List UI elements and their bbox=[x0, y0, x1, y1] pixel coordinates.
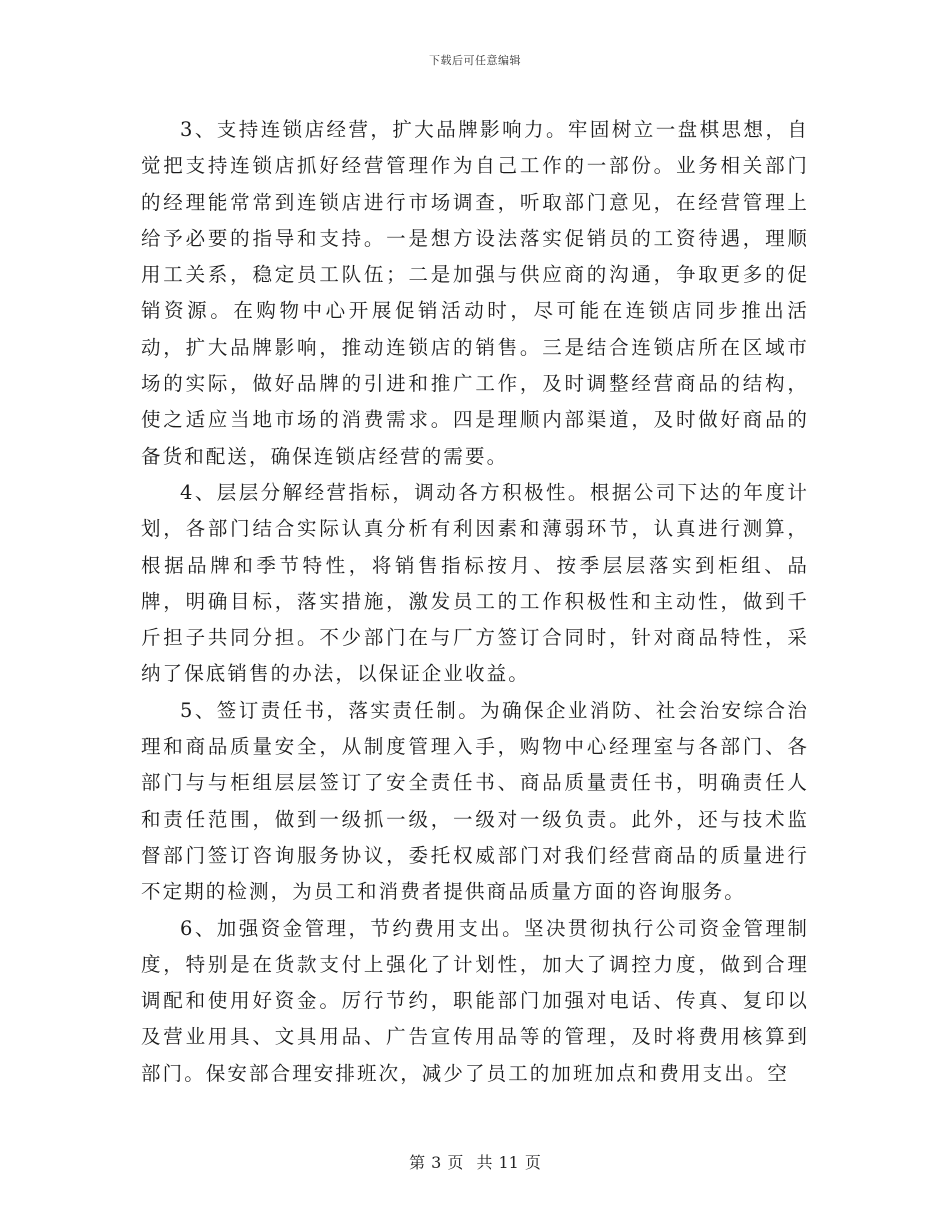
document-body bbox=[141, 112, 809, 1092]
page-footer bbox=[0, 1150, 950, 1173]
footer-middle: 页 共 bbox=[447, 1153, 493, 1172]
paragraph-6: 6、加强资金管理，节约费用支出。坚决贯彻执行公司资金管理制度，特别是在货款支付上强化了计划性，加大了调控力度，做到合理调配和使用好资金。厉行节约，职能部门加强对电话、传真、复印以及营业用具、文具用品、广告宣传用品等的管理，及时将费用核算到部门。保安部合理安排班次，减少了员工的加班加点和费用支出。空 bbox=[141, 916, 809, 1085]
paragraph-3: 3、支持连锁店经营，扩大品牌影响力。牢固树立一盘棋思想，自觉把支持连锁店抓好经营管理作为自己工作的一部份。业务相关部门的经理能常常到连锁店进行市场调查，听取部门意见，在经营管理上给予必要的指导和支持。一是想方设法落实促销员的工资待遇，理顺用工关系，稳定员工队伍；二是加强与供应商的沟通，争取更多的促销资源。在购物中心开展促销活动时，尽可能在连锁店同步推出活动，扩大品牌影响，推动连锁店的销售。三是结合连锁店所在区域市场的实际，做好品牌的引进和推广工作，及时调整经营商品的结构，使之适应当地市场的消费需求。四是理顺内部渠道，及时做好商品的备货和配送，确保连锁店经营的需要。 bbox=[141, 118, 809, 468]
footer-total-pages: 11 bbox=[498, 1153, 519, 1172]
footer-page-number: 3 bbox=[431, 1153, 442, 1172]
paragraph-5: 5、签订责任书，落实责任制。为确保企业消防、社会治安综合治理和商品质量安全，从制度管理入手，购物中心经理室与各部门、各部门与与柜组层层签订了安全责任书、商品质量责任书，明确责任人和责任范围，做到一级抓一级，一级对一级负责。此外，还与技术监督部门签订咨询服务协议，委托权威部门对我们经营商品的质量进行不定期的检测，为员工和消费者提供商品质量方面的咨询服务。 bbox=[141, 698, 809, 904]
footer-prefix: 第 bbox=[409, 1153, 426, 1172]
paragraph-4: 4、层层分解经营指标，调动各方积极性。根据公司下达的年度计划，各部门结合实际认真分析有利因素和薄弱环节，认真进行测算，根据品牌和季节特性，将销售指标按月、按季层层落实到柜组、品牌，明确目标，落实措施，激发员工的工作积极性和主动性，做到千斤担子共同分担。不少部门在与厂方签订合同时，针对商品特性，采纳了保底销售的办法，以保证企业收益。 bbox=[141, 480, 809, 686]
footer-suffix: 页 bbox=[524, 1153, 541, 1172]
page-header: 下载后可任意编辑 bbox=[429, 54, 521, 67]
